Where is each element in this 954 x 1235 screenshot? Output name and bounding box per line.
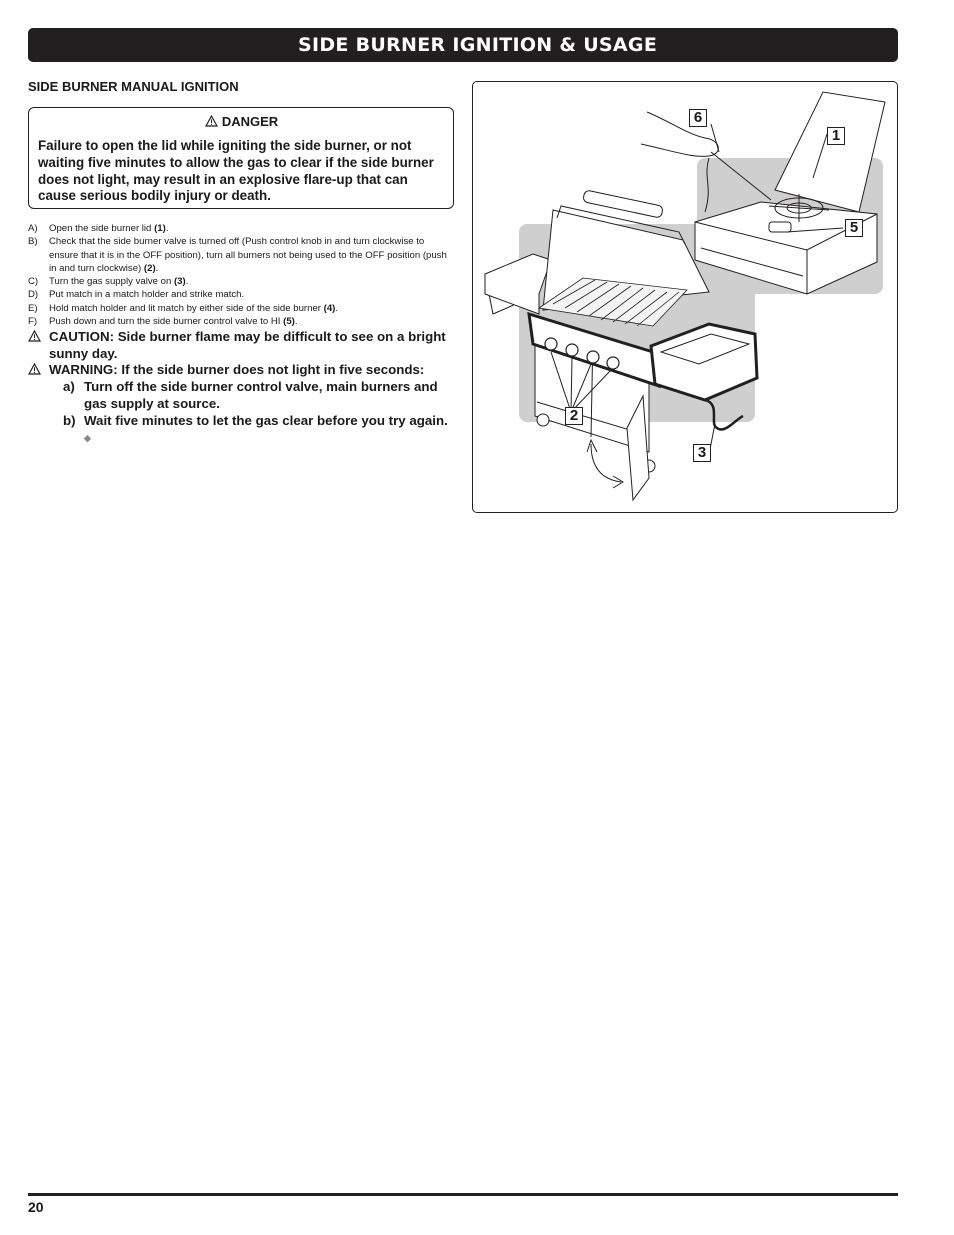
caution-notice (28, 328, 454, 362)
callout-5: 5 (845, 219, 863, 237)
step-item: E) Hold match holder and lit match by either side of the side burner (4). (28, 302, 339, 314)
step-item: C) Turn the gas supply valve on (3). (28, 276, 189, 288)
callout-1: 1 (827, 127, 845, 145)
ignition-steps-list (28, 222, 454, 328)
step-letter: B) (28, 236, 38, 248)
step-item: A) Open the side burner lid (1). (28, 223, 169, 234)
control-knob-icon (545, 338, 557, 350)
warning-text: WARNING: If the side burner does not light in five seconds: (49, 362, 425, 377)
step-text: Turn the gas supply valve on (49, 276, 174, 288)
warning-triangle-icon (205, 115, 218, 127)
control-knob-icon (587, 351, 599, 363)
substep-letter: b) (63, 413, 76, 428)
step-letter: F) (28, 316, 38, 328)
caution-text: CAUTION: Side burner flame may be difficult to see on a bright sunny day. (49, 329, 446, 361)
warning-triangle-icon (28, 363, 41, 375)
control-knob-icon (607, 357, 619, 369)
warning-notice (28, 361, 454, 379)
danger-heading-text: DANGER (221, 114, 279, 129)
step-reference: (2) (143, 262, 156, 274)
substep-item (63, 378, 453, 412)
page-title: SIDE BURNER IGNITION & USAGE (28, 28, 898, 62)
caution-triangle-icon (28, 330, 41, 342)
step-letter: E) (28, 302, 38, 314)
substep-item (63, 412, 453, 447)
step-item (28, 288, 454, 301)
substep-letter: a) (63, 379, 75, 394)
callout-3: 3 (693, 444, 711, 462)
callout-2: 2 (565, 407, 583, 425)
end-of-section-mark: ◆ (84, 433, 91, 443)
step-reference: (1) (154, 223, 166, 234)
step-text: Open the side burner lid (49, 223, 155, 234)
step-reference: (4) (323, 302, 336, 314)
warning-substeps-list (63, 378, 453, 447)
step-text: Hold match holder and lit match by either side of the side burner (49, 302, 324, 314)
step-text: Put match in a match holder and strike match. (49, 289, 245, 301)
step-letter: C) (28, 276, 39, 288)
danger-box (28, 107, 454, 209)
step-item: F) Push down and turn the side burner control valve to HI (5). (28, 316, 298, 328)
section-heading: SIDE BURNER MANUAL IGNITION (28, 79, 239, 94)
step-item: B) Check that the side burner valve is turned off (Push control knob in and turn clockwise to ensure that it is in the OFF position), turn all burners not being used to the OFF position (push in and turn clockwise) (2). (28, 236, 447, 274)
footer-rule (28, 1193, 898, 1196)
step-reference: (3) (173, 276, 186, 288)
step-letter: D) (28, 289, 39, 301)
page-number: 20 (28, 1199, 44, 1215)
step-letter: A) (28, 223, 38, 234)
step-text: Check that the side burner valve is turned off (Push control knob in and turn clockwise to ensure that it is in the OFF position), turn all burners not being used to the OFF position (push in and turn clockwise) (49, 236, 447, 274)
substep-text: Wait five minutes to let the gas clear before you try again. (84, 413, 448, 428)
danger-heading (38, 114, 445, 138)
grill-drawing (473, 82, 898, 513)
control-knob-icon (566, 344, 578, 356)
danger-text: Failure to open the lid while igniting the side burner, or not waiting five minutes to allow the gas to clear if the side burner does not light, may result in an explosive flare-up that can cause serious bodily injury or death. (38, 138, 434, 204)
callout-6: 6 (689, 109, 707, 127)
step-reference: (5) (283, 316, 295, 328)
step-text: Push down and turn the side burner control valve to HI (49, 316, 284, 328)
grill-illustration (472, 81, 898, 513)
substep-text: Turn off the side burner control valve, main burners and gas supply at source. (84, 379, 438, 411)
